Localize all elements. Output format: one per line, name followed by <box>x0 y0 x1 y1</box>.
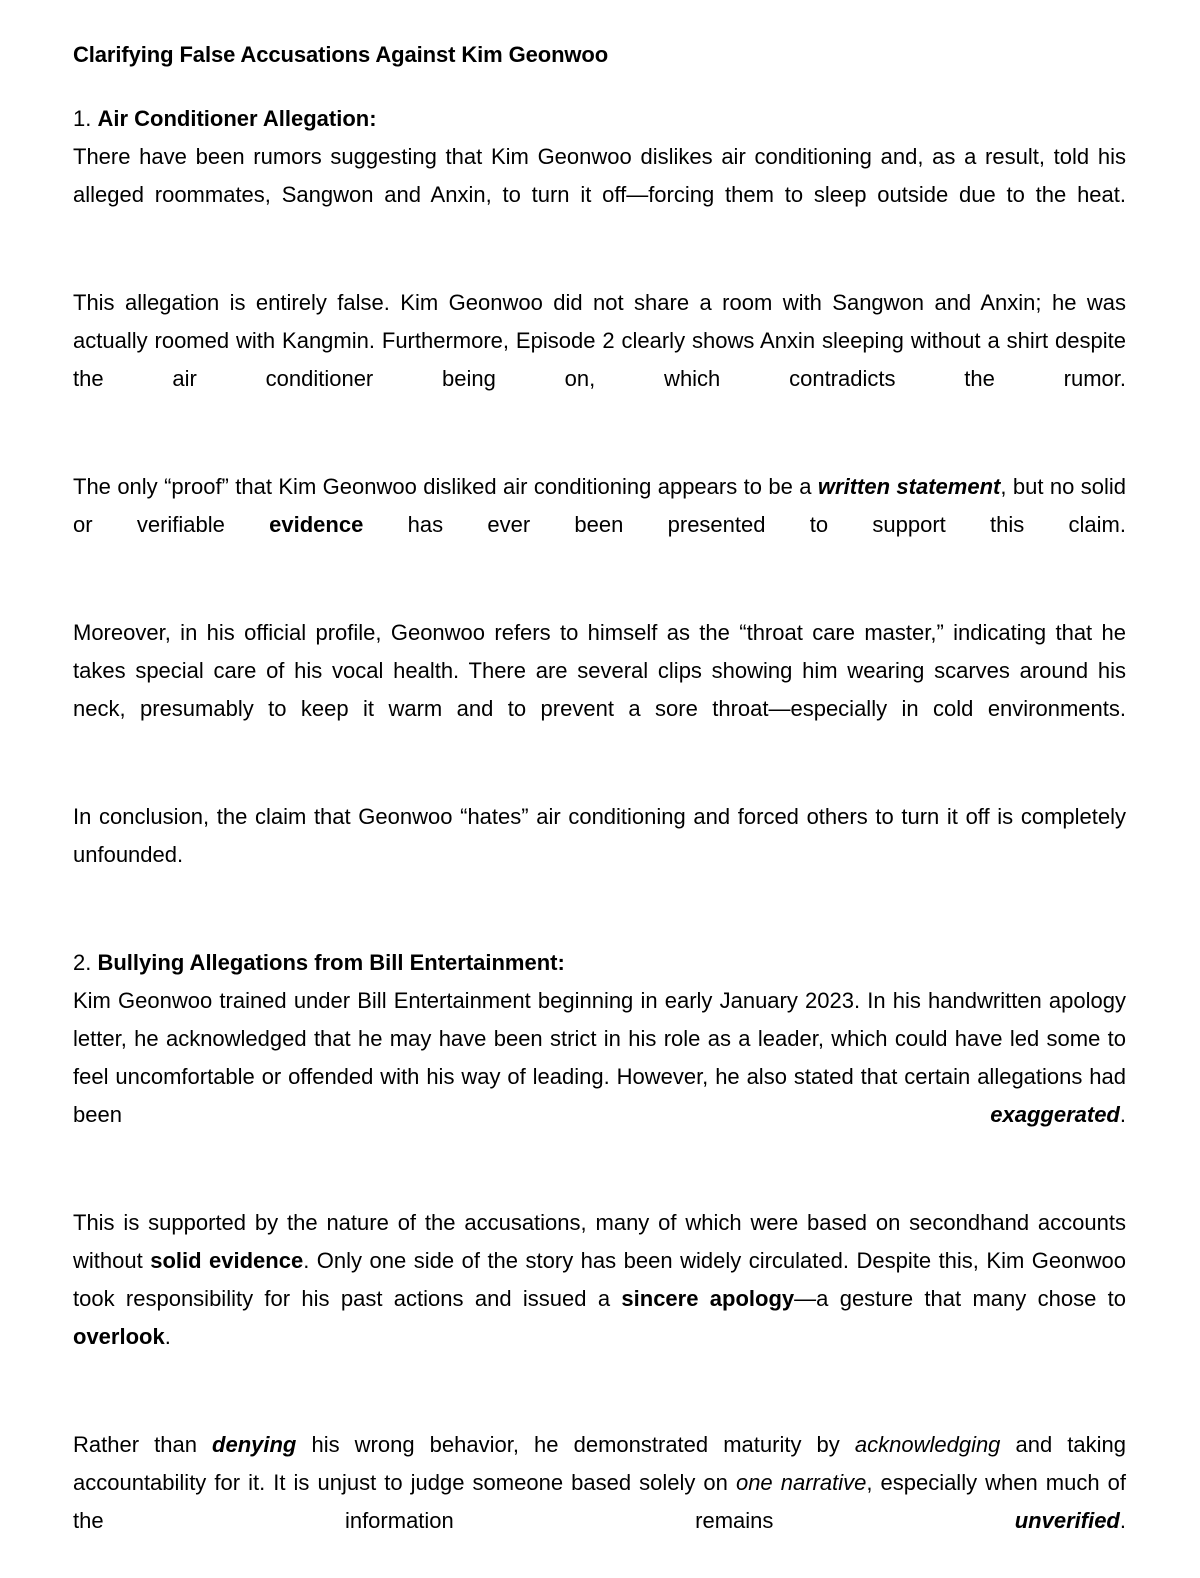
emphasis-run: written statement <box>817 474 1001 499</box>
section-1 <box>73 100 1126 912</box>
paragraph: Kim Geonwoo trained under Bill Entertainment beginning in early January 2023. In his handwritten apology letter, he acknowledged that he may have been strict in his role as a leader, which could have led some to feel uncomfortable or offended with his way of leading. However, he also stated that certain allegations had been exaggerated. <box>73 988 1126 1127</box>
section-1-heading <box>73 100 1126 138</box>
paragraph: There have been rumors suggesting that Kim Geonwoo dislikes air conditioning and, as a result, told his alleged roommates, Sangwon and Anxin, to turn it off—forcing them to sleep outside due to the heat. <box>73 144 1126 207</box>
page-title: Clarifying False Accusations Against Kim Geonwoo <box>73 42 609 67</box>
section-2 <box>73 944 1126 1578</box>
emphasis-run: exaggerated <box>990 1102 1120 1127</box>
emphasis-run: solid evidence <box>150 1248 304 1273</box>
section-gap <box>73 912 1126 944</box>
emphasis-run: sincere apology <box>621 1286 795 1311</box>
emphasis-run: one narrative <box>735 1470 867 1495</box>
paragraph: This is supported by the nature of the accusations, many of which were based on secondhand accounts without solid evidence. Only one side of the story has been widely circulated. Despite this, Kim Geonwoo took responsibility for his past actions and issued a sincere apology—a gesture that many chose to overlook. <box>73 1210 1126 1349</box>
paragraph: The only “proof” that Kim Geonwoo disliked air conditioning appears to be a written statement, but no solid or verifiable evidence has ever been presented to support this claim. <box>73 474 1126 537</box>
section-2-heading <box>73 944 1126 982</box>
section-2-title: Bullying Allegations from Bill Entertainment: <box>97 950 565 975</box>
emphasis-run: acknowledging <box>854 1432 1001 1457</box>
emphasis-run: overlook <box>73 1324 165 1349</box>
paragraph: In conclusion, the claim that Geonwoo “hates” air conditioning and forced others to turn it off is completely unfounded. <box>73 804 1126 867</box>
section-2-number: 2. <box>73 950 92 975</box>
paragraph: This allegation is entirely false. Kim Geonwoo did not share a room with Sangwon and Anxin; he was actually roomed with Kangmin. Furthermore, Episode 2 clearly shows Anxin sleeping without a shirt despite the air conditioner being on, which contradicts the rumor. <box>73 290 1126 391</box>
section-1-number: 1. <box>73 106 92 131</box>
paragraph: Rather than denying his wrong behavior, he demonstrated maturity by acknowledging and taking accountability for it. It is unjust to judge someone based solely on one narrative, especially when much of the information remains unverified. <box>73 1432 1127 1533</box>
emphasis-run: evidence <box>269 512 364 537</box>
section-1-title: Air Conditioner Allegation: <box>97 106 377 131</box>
title-spacer <box>73 74 1126 100</box>
emphasis-run: denying <box>212 1432 297 1457</box>
emphasis-run: unverified <box>1014 1508 1120 1533</box>
paragraph: Moreover, in his official profile, Geonwoo refers to himself as the “throat care master,” indicating that he takes special care of his vocal health. There are several clips showing him wearing scarves around his neck, presumably to keep it warm and to prevent a sore throat—especially in cold environments. <box>73 620 1126 721</box>
